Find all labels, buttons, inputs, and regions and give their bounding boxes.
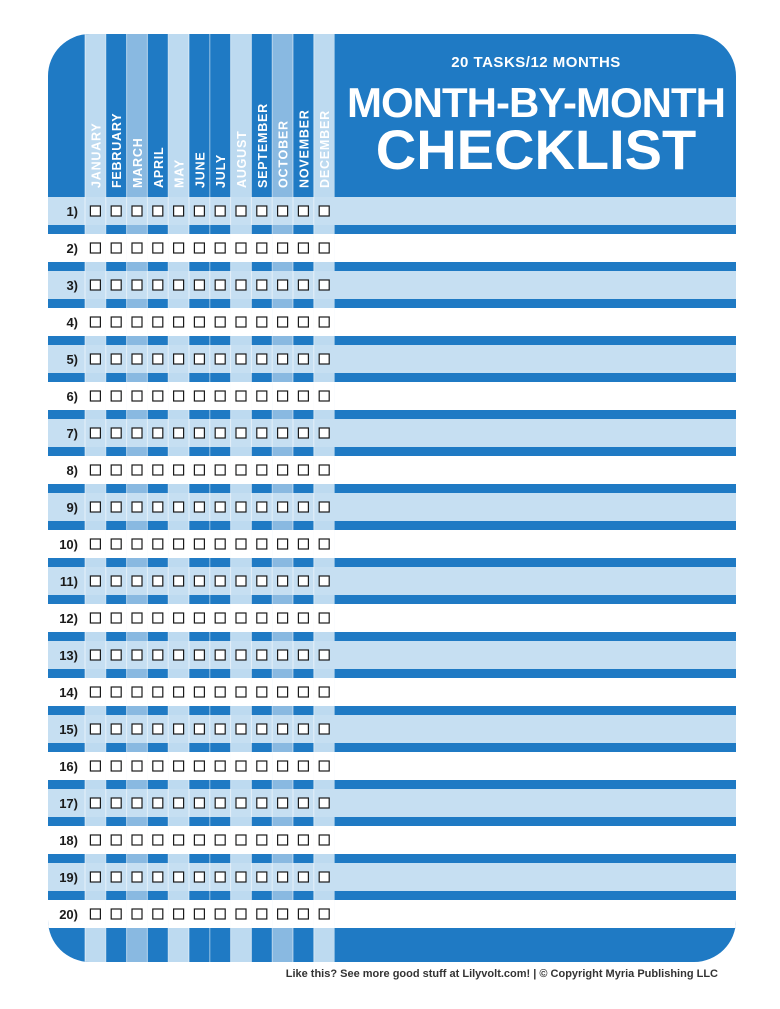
checkbox-november-task-16[interactable]	[298, 761, 308, 771]
footer-credit: Like this? See more good stuff at Lilyvolt.com! | © Copyright Myria Publishing LLC	[285, 968, 718, 980]
checkbox-june-task-3[interactable]	[194, 280, 204, 290]
checkbox-december-task-17[interactable]	[319, 798, 329, 808]
checkbox-april-task-6[interactable]	[153, 391, 163, 401]
checkbox-march-task-17[interactable]	[132, 798, 142, 808]
checkbox-december-task-11[interactable]	[319, 576, 329, 586]
checkbox-january-task-10[interactable]	[90, 539, 100, 549]
checkbox-june-task-13[interactable]	[194, 650, 204, 660]
checkbox-august-task-1[interactable]	[236, 206, 246, 216]
checkbox-march-task-19[interactable]	[132, 872, 142, 882]
checkbox-december-task-14[interactable]	[319, 687, 329, 697]
checkbox-february-task-16[interactable]	[111, 761, 121, 771]
checkbox-may-task-16[interactable]	[174, 761, 184, 771]
checkbox-june-task-11[interactable]	[194, 576, 204, 586]
checkbox-november-task-11[interactable]	[298, 576, 308, 586]
checkbox-october-task-3[interactable]	[278, 280, 288, 290]
checkbox-december-task-18[interactable]	[319, 835, 329, 845]
checkbox-may-task-8[interactable]	[174, 465, 184, 475]
checkbox-april-task-17[interactable]	[153, 798, 163, 808]
checkbox-july-task-17[interactable]	[215, 798, 225, 808]
checkbox-january-task-12[interactable]	[90, 613, 100, 623]
checkbox-october-task-1[interactable]	[278, 206, 288, 216]
checkbox-may-task-4[interactable]	[174, 317, 184, 327]
checkbox-january-task-15[interactable]	[90, 724, 100, 734]
checkbox-april-task-18[interactable]	[153, 835, 163, 845]
checkbox-august-task-10[interactable]	[236, 539, 246, 549]
checkbox-december-task-9[interactable]	[319, 502, 329, 512]
checkbox-may-task-11[interactable]	[174, 576, 184, 586]
checkbox-november-task-1[interactable]	[298, 206, 308, 216]
task-number: 6)	[66, 389, 78, 404]
checkbox-may-task-6[interactable]	[174, 391, 184, 401]
checkbox-june-task-6[interactable]	[194, 391, 204, 401]
checkbox-august-task-7[interactable]	[236, 428, 246, 438]
checkbox-april-task-16[interactable]	[153, 761, 163, 771]
checkbox-october-task-19[interactable]	[278, 872, 288, 882]
checkbox-july-task-14[interactable]	[215, 687, 225, 697]
checkbox-december-task-1[interactable]	[319, 206, 329, 216]
month-label-november: NOVEMBER	[297, 109, 312, 188]
checkbox-november-task-18[interactable]	[298, 835, 308, 845]
task-number: 19)	[59, 870, 78, 885]
checkbox-july-task-2[interactable]	[215, 243, 225, 253]
checkbox-august-task-12[interactable]	[236, 613, 246, 623]
checkbox-march-task-7[interactable]	[132, 428, 142, 438]
task-number: 17)	[59, 796, 78, 811]
checkbox-february-task-2[interactable]	[111, 243, 121, 253]
checkbox-july-task-1[interactable]	[215, 206, 225, 216]
checkbox-march-task-10[interactable]	[132, 539, 142, 549]
task-number: 2)	[66, 241, 78, 256]
checkbox-december-task-13[interactable]	[319, 650, 329, 660]
checkbox-november-task-13[interactable]	[298, 650, 308, 660]
checkbox-november-task-3[interactable]	[298, 280, 308, 290]
month-label-september: SEPTEMBER	[255, 103, 270, 188]
checkbox-september-task-3[interactable]	[257, 280, 267, 290]
checkbox-january-task-19[interactable]	[90, 872, 100, 882]
checkbox-june-task-7[interactable]	[194, 428, 204, 438]
checkbox-october-task-17[interactable]	[278, 798, 288, 808]
checkbox-september-task-9[interactable]	[257, 502, 267, 512]
checkbox-may-task-19[interactable]	[174, 872, 184, 882]
task-number: 8)	[66, 463, 78, 478]
checkbox-march-task-9[interactable]	[132, 502, 142, 512]
checkbox-may-task-14[interactable]	[174, 687, 184, 697]
checkbox-june-task-9[interactable]	[194, 502, 204, 512]
checkbox-march-task-15[interactable]	[132, 724, 142, 734]
checkbox-september-task-6[interactable]	[257, 391, 267, 401]
checkbox-april-task-1[interactable]	[153, 206, 163, 216]
checkbox-july-task-8[interactable]	[215, 465, 225, 475]
checkbox-october-task-8[interactable]	[278, 465, 288, 475]
checkbox-august-task-20[interactable]	[236, 909, 246, 919]
checkbox-january-task-16[interactable]	[90, 761, 100, 771]
checkbox-june-task-10[interactable]	[194, 539, 204, 549]
checkbox-may-task-13[interactable]	[174, 650, 184, 660]
checkbox-august-task-15[interactable]	[236, 724, 246, 734]
checkbox-june-task-14[interactable]	[194, 687, 204, 697]
checkbox-december-task-8[interactable]	[319, 465, 329, 475]
checkbox-april-task-2[interactable]	[153, 243, 163, 253]
checkbox-july-task-13[interactable]	[215, 650, 225, 660]
checkbox-august-task-13[interactable]	[236, 650, 246, 660]
task-number: 9)	[66, 500, 78, 515]
month-label-october: OCTOBER	[276, 120, 291, 188]
checkbox-july-task-6[interactable]	[215, 391, 225, 401]
checkbox-january-task-8[interactable]	[90, 465, 100, 475]
checkbox-august-task-6[interactable]	[236, 391, 246, 401]
checkbox-august-task-3[interactable]	[236, 280, 246, 290]
checkbox-july-task-4[interactable]	[215, 317, 225, 327]
month-label-june: JUNE	[193, 151, 208, 188]
checkbox-july-task-20[interactable]	[215, 909, 225, 919]
checkbox-march-task-6[interactable]	[132, 391, 142, 401]
checkbox-august-task-2[interactable]	[236, 243, 246, 253]
checkbox-august-task-16[interactable]	[236, 761, 246, 771]
checkbox-july-task-3[interactable]	[215, 280, 225, 290]
checkbox-november-task-4[interactable]	[298, 317, 308, 327]
checkbox-october-task-13[interactable]	[278, 650, 288, 660]
task-number: 3)	[66, 278, 78, 293]
checkbox-august-task-19[interactable]	[236, 872, 246, 882]
task-number: 12)	[59, 611, 78, 626]
checkbox-april-task-8[interactable]	[153, 465, 163, 475]
checkbox-june-task-15[interactable]	[194, 724, 204, 734]
checkbox-may-task-7[interactable]	[174, 428, 184, 438]
checkbox-august-task-5[interactable]	[236, 354, 246, 364]
month-label-january: JANUARY	[89, 122, 104, 188]
checkbox-april-task-15[interactable]	[153, 724, 163, 734]
checkbox-july-task-7[interactable]	[215, 428, 225, 438]
checkbox-may-task-3[interactable]	[174, 280, 184, 290]
checkbox-september-task-19[interactable]	[257, 872, 267, 882]
checkbox-march-task-8[interactable]	[132, 465, 142, 475]
checkbox-june-task-20[interactable]	[194, 909, 204, 919]
checkbox-december-task-12[interactable]	[319, 613, 329, 623]
month-label-december: DECEMBER	[318, 110, 333, 188]
checkbox-september-task-14[interactable]	[257, 687, 267, 697]
checkbox-september-task-18[interactable]	[257, 835, 267, 845]
checkbox-march-task-3[interactable]	[132, 280, 142, 290]
checkbox-october-task-15[interactable]	[278, 724, 288, 734]
checkbox-february-task-6[interactable]	[111, 391, 121, 401]
task-number: 10)	[59, 537, 78, 552]
checkbox-august-task-18[interactable]	[236, 835, 246, 845]
checkbox-september-task-13[interactable]	[257, 650, 267, 660]
checkbox-march-task-12[interactable]	[132, 613, 142, 623]
checkbox-march-task-20[interactable]	[132, 909, 142, 919]
checkbox-february-task-10[interactable]	[111, 539, 121, 549]
checkbox-november-task-19[interactable]	[298, 872, 308, 882]
checkbox-january-task-14[interactable]	[90, 687, 100, 697]
checkbox-november-task-6[interactable]	[298, 391, 308, 401]
checkbox-december-task-16[interactable]	[319, 761, 329, 771]
checkbox-december-task-10[interactable]	[319, 539, 329, 549]
task-number: 13)	[59, 648, 78, 663]
checkbox-march-task-5[interactable]	[132, 354, 142, 364]
checkbox-october-task-12[interactable]	[278, 613, 288, 623]
checkbox-november-task-10[interactable]	[298, 539, 308, 549]
task-number: 14)	[59, 685, 78, 700]
checkbox-july-task-12[interactable]	[215, 613, 225, 623]
checkbox-june-task-5[interactable]	[194, 354, 204, 364]
checkbox-january-task-9[interactable]	[90, 502, 100, 512]
checkbox-september-task-16[interactable]	[257, 761, 267, 771]
checkbox-november-task-8[interactable]	[298, 465, 308, 475]
checkbox-april-task-14[interactable]	[153, 687, 163, 697]
checkbox-july-task-9[interactable]	[215, 502, 225, 512]
checkbox-february-task-17[interactable]	[111, 798, 121, 808]
checkbox-september-task-5[interactable]	[257, 354, 267, 364]
checkbox-may-task-15[interactable]	[174, 724, 184, 734]
checkbox-february-task-1[interactable]	[111, 206, 121, 216]
checkbox-september-task-15[interactable]	[257, 724, 267, 734]
checkbox-july-task-19[interactable]	[215, 872, 225, 882]
checkbox-december-task-5[interactable]	[319, 354, 329, 364]
task-number: 18)	[59, 833, 78, 848]
checkbox-february-task-7[interactable]	[111, 428, 121, 438]
checkbox-january-task-7[interactable]	[90, 428, 100, 438]
checkbox-november-task-17[interactable]	[298, 798, 308, 808]
task-number: 15)	[59, 722, 78, 737]
checkbox-february-task-15[interactable]	[111, 724, 121, 734]
checkbox-may-task-18[interactable]	[174, 835, 184, 845]
checkbox-february-task-18[interactable]	[111, 835, 121, 845]
checkbox-august-task-9[interactable]	[236, 502, 246, 512]
checkbox-april-task-5[interactable]	[153, 354, 163, 364]
checkbox-june-task-19[interactable]	[194, 872, 204, 882]
checkbox-august-task-8[interactable]	[236, 465, 246, 475]
task-number: 4)	[66, 315, 78, 330]
checkbox-october-task-9[interactable]	[278, 502, 288, 512]
checkbox-january-task-2[interactable]	[90, 243, 100, 253]
task-number: 20)	[59, 907, 78, 922]
checkbox-june-task-18[interactable]	[194, 835, 204, 845]
checkbox-january-task-20[interactable]	[90, 909, 100, 919]
checkbox-december-task-20[interactable]	[319, 909, 329, 919]
checkbox-october-task-11[interactable]	[278, 576, 288, 586]
checkbox-september-task-11[interactable]	[257, 576, 267, 586]
checkbox-may-task-12[interactable]	[174, 613, 184, 623]
checkbox-february-task-8[interactable]	[111, 465, 121, 475]
checkbox-december-task-4[interactable]	[319, 317, 329, 327]
checkbox-may-task-9[interactable]	[174, 502, 184, 512]
checkbox-november-task-2[interactable]	[298, 243, 308, 253]
checkbox-may-task-1[interactable]	[174, 206, 184, 216]
checkbox-october-task-14[interactable]	[278, 687, 288, 697]
checkbox-april-task-12[interactable]	[153, 613, 163, 623]
checkbox-january-task-6[interactable]	[90, 391, 100, 401]
checkbox-march-task-11[interactable]	[132, 576, 142, 586]
checkbox-april-task-9[interactable]	[153, 502, 163, 512]
checkbox-october-task-6[interactable]	[278, 391, 288, 401]
month-label-march: MARCH	[131, 137, 145, 188]
checkbox-august-task-4[interactable]	[236, 317, 246, 327]
checkbox-may-task-20[interactable]	[174, 909, 184, 919]
checkbox-july-task-15[interactable]	[215, 724, 225, 734]
checkbox-december-task-2[interactable]	[319, 243, 329, 253]
header-title-line1: MONTH-BY-MONTH	[347, 79, 725, 126]
month-label-august: AUGUST	[235, 130, 249, 188]
checkbox-september-task-10[interactable]	[257, 539, 267, 549]
checkbox-march-task-4[interactable]	[132, 317, 142, 327]
checkbox-september-task-12[interactable]	[257, 613, 267, 623]
checkbox-october-task-5[interactable]	[278, 354, 288, 364]
checkbox-november-task-15[interactable]	[298, 724, 308, 734]
checkbox-february-task-12[interactable]	[111, 613, 121, 623]
checkbox-november-task-5[interactable]	[298, 354, 308, 364]
checkbox-july-task-18[interactable]	[215, 835, 225, 845]
checkbox-july-task-11[interactable]	[215, 576, 225, 586]
checkbox-january-task-17[interactable]	[90, 798, 100, 808]
checkbox-june-task-4[interactable]	[194, 317, 204, 327]
checkbox-may-task-10[interactable]	[174, 539, 184, 549]
checkbox-december-task-15[interactable]	[319, 724, 329, 734]
checkbox-march-task-14[interactable]	[132, 687, 142, 697]
checkbox-october-task-2[interactable]	[278, 243, 288, 253]
header-subtitle: 20 TASKS/12 MONTHS	[451, 54, 621, 71]
checkbox-february-task-13[interactable]	[111, 650, 121, 660]
checkbox-november-task-12[interactable]	[298, 613, 308, 623]
checkbox-february-task-3[interactable]	[111, 280, 121, 290]
task-number: 1)	[66, 204, 78, 219]
task-number: 7)	[66, 426, 78, 441]
checkbox-january-task-5[interactable]	[90, 354, 100, 364]
checkbox-september-task-7[interactable]	[257, 428, 267, 438]
checkbox-april-task-7[interactable]	[153, 428, 163, 438]
checkbox-may-task-5[interactable]	[174, 354, 184, 364]
checkbox-december-task-3[interactable]	[319, 280, 329, 290]
checkbox-september-task-4[interactable]	[257, 317, 267, 327]
checkbox-july-task-16[interactable]	[215, 761, 225, 771]
checkbox-february-task-9[interactable]	[111, 502, 121, 512]
checkbox-june-task-1[interactable]	[194, 206, 204, 216]
checkbox-october-task-18[interactable]	[278, 835, 288, 845]
checkbox-february-task-20[interactable]	[111, 909, 121, 919]
checkbox-august-task-14[interactable]	[236, 687, 246, 697]
checkbox-march-task-13[interactable]	[132, 650, 142, 660]
task-number: 16)	[59, 759, 78, 774]
checkbox-november-task-14[interactable]	[298, 687, 308, 697]
checkbox-february-task-11[interactable]	[111, 576, 121, 586]
month-label-july: JULY	[214, 153, 229, 188]
checkbox-january-task-1[interactable]	[90, 206, 100, 216]
checkbox-september-task-20[interactable]	[257, 909, 267, 919]
checkbox-march-task-16[interactable]	[132, 761, 142, 771]
month-label-february: FEBRUARY	[110, 112, 125, 188]
checkbox-january-task-11[interactable]	[90, 576, 100, 586]
checkbox-january-task-3[interactable]	[90, 280, 100, 290]
checkbox-january-task-13[interactable]	[90, 650, 100, 660]
checkbox-december-task-19[interactable]	[319, 872, 329, 882]
checkbox-april-task-13[interactable]	[153, 650, 163, 660]
checkbox-february-task-14[interactable]	[111, 687, 121, 697]
task-number: 11)	[59, 574, 78, 589]
checkbox-june-task-17[interactable]	[194, 798, 204, 808]
month-label-april: APRIL	[151, 146, 166, 188]
checkbox-may-task-2[interactable]	[174, 243, 184, 253]
checkbox-january-task-4[interactable]	[90, 317, 100, 327]
checkbox-october-task-16[interactable]	[278, 761, 288, 771]
checkbox-august-task-17[interactable]	[236, 798, 246, 808]
checkbox-june-task-8[interactable]	[194, 465, 204, 475]
checkbox-january-task-18[interactable]	[90, 835, 100, 845]
checkbox-may-task-17[interactable]	[174, 798, 184, 808]
checkbox-october-task-20[interactable]	[278, 909, 288, 919]
checkbox-march-task-2[interactable]	[132, 243, 142, 253]
checkbox-october-task-4[interactable]	[278, 317, 288, 327]
checkbox-october-task-7[interactable]	[278, 428, 288, 438]
checkbox-april-task-19[interactable]	[153, 872, 163, 882]
checkbox-september-task-1[interactable]	[257, 206, 267, 216]
checkbox-august-task-11[interactable]	[236, 576, 246, 586]
checkbox-july-task-10[interactable]	[215, 539, 225, 549]
checkbox-june-task-16[interactable]	[194, 761, 204, 771]
header-title-line2: CHECKLIST	[375, 118, 697, 181]
checkbox-june-task-2[interactable]	[194, 243, 204, 253]
checkbox-december-task-6[interactable]	[319, 391, 329, 401]
checkbox-march-task-1[interactable]	[132, 206, 142, 216]
checkbox-december-task-7[interactable]	[319, 428, 329, 438]
checkbox-november-task-9[interactable]	[298, 502, 308, 512]
checkbox-april-task-10[interactable]	[153, 539, 163, 549]
checkbox-november-task-7[interactable]	[298, 428, 308, 438]
checkbox-april-task-3[interactable]	[153, 280, 163, 290]
checkbox-november-task-20[interactable]	[298, 909, 308, 919]
month-label-may: MAY	[172, 158, 187, 188]
checkbox-february-task-5[interactable]	[111, 354, 121, 364]
checkbox-september-task-2[interactable]	[257, 243, 267, 253]
checkbox-march-task-18[interactable]	[132, 835, 142, 845]
checkbox-september-task-17[interactable]	[257, 798, 267, 808]
checkbox-february-task-19[interactable]	[111, 872, 121, 882]
checkbox-february-task-4[interactable]	[111, 317, 121, 327]
checkbox-july-task-5[interactable]	[215, 354, 225, 364]
checkbox-september-task-8[interactable]	[257, 465, 267, 475]
checkbox-april-task-20[interactable]	[153, 909, 163, 919]
checkbox-april-task-11[interactable]	[153, 576, 163, 586]
task-number: 5)	[66, 352, 78, 367]
checkbox-october-task-10[interactable]	[278, 539, 288, 549]
checkbox-june-task-12[interactable]	[194, 613, 204, 623]
checkbox-april-task-4[interactable]	[153, 317, 163, 327]
